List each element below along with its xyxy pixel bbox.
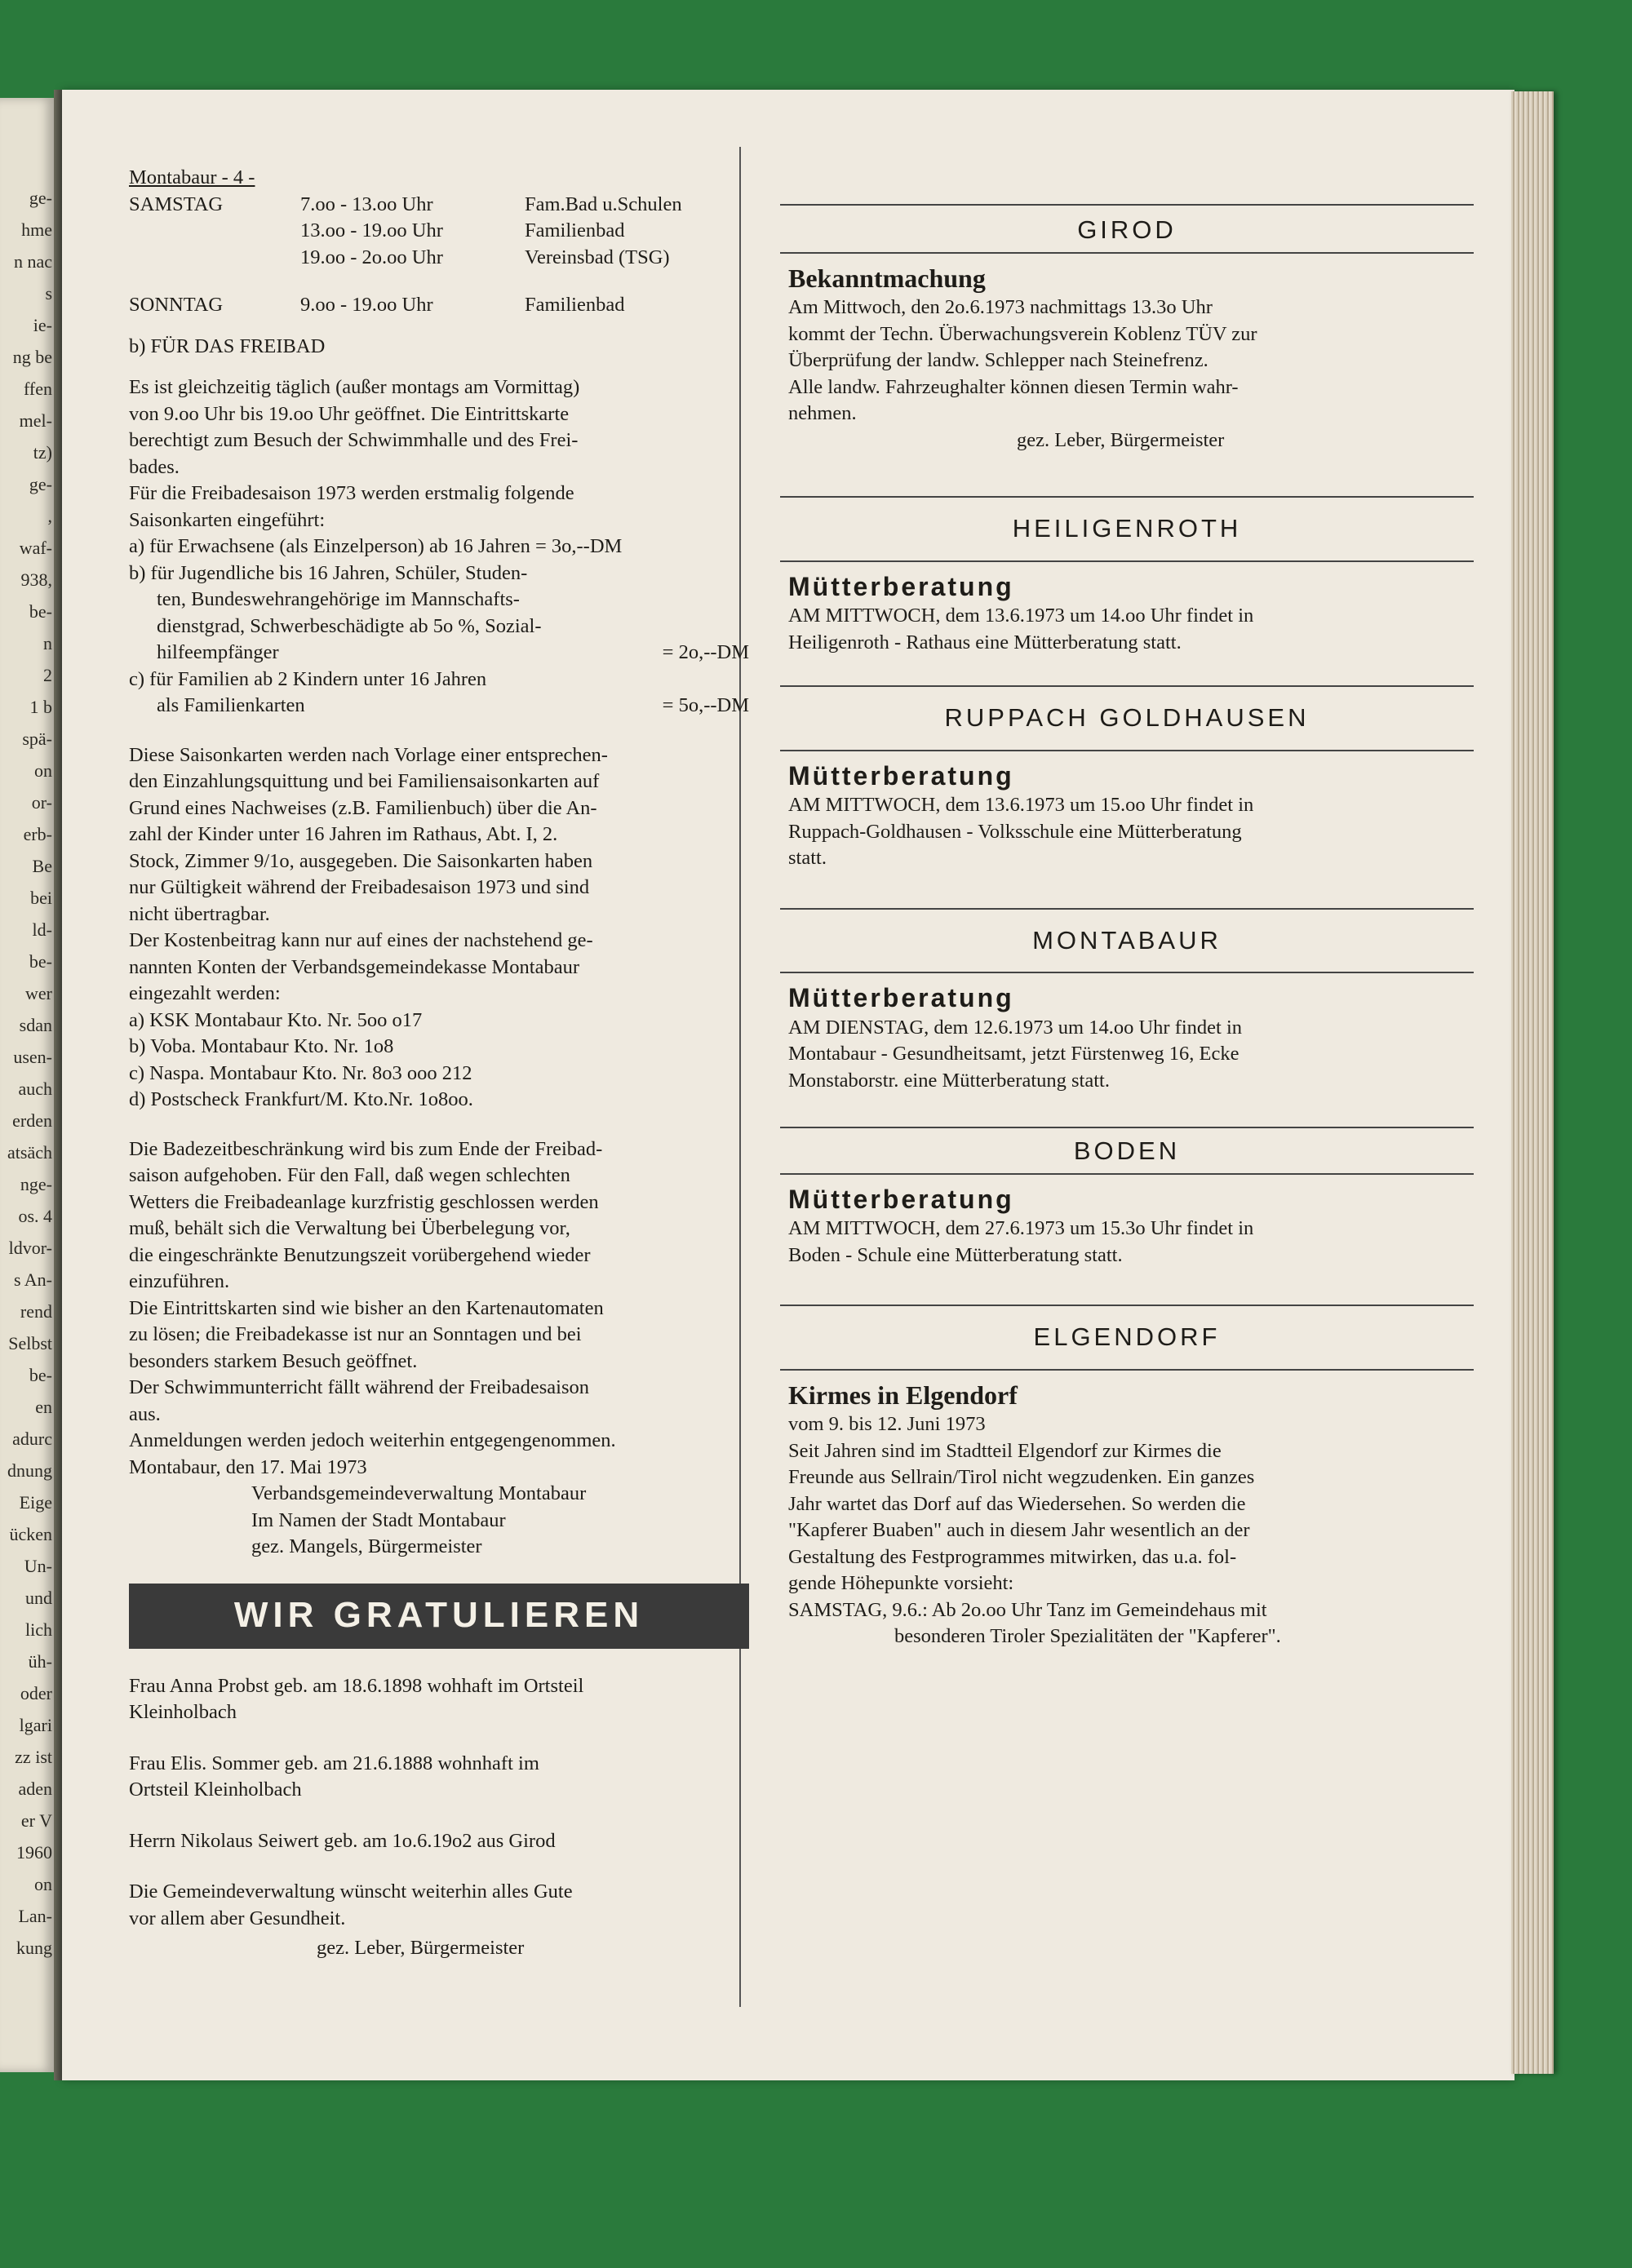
prev-page-fragment: erden — [12, 1110, 52, 1131]
body-line: nannten Konten der Verbandsgemeindekasse Montabaur — [129, 955, 579, 978]
prev-page-fragment: ldvor- — [8, 1238, 52, 1258]
heiligenroth-text — [780, 603, 1474, 656]
prev-page-fragment: ld- — [32, 919, 52, 940]
body-line: Der Schwimmunterricht fällt während der Freibadesaison — [129, 1376, 590, 1398]
body-line: Grund eines Nachweises (z.B. Familienbuch) über die An- — [129, 796, 597, 819]
body-line: Wetters die Freibadeanlage kurzfristig geschlossen werden — [129, 1190, 599, 1213]
notice-line: AM MITTWOCH, dem 13.6.1973 um 14.oo Uhr findet in — [788, 605, 1254, 627]
gratulation-line: Herrn Nikolaus Seiwert geb. am 1o.6.19o2 aus Girod — [129, 1829, 556, 1852]
girod-text — [780, 295, 1474, 427]
ruppach-subtitle: Mütterberatung — [788, 760, 1014, 791]
section-title-ruppach: RUPPACH GOLDHAUSEN — [944, 703, 1310, 732]
gratulation-line: Ortsteil Kleinholbach — [129, 1779, 302, 1801]
elgendorf-subtitle: Kirmes in Elgendorf — [788, 1380, 1018, 1410]
intro-line: Saisonkarten eingeführt: — [129, 508, 326, 531]
prev-page-fragment: ücken — [9, 1524, 52, 1544]
notice-line: Heiligenroth - Rathaus eine Mütterberatung statt. — [788, 631, 1182, 653]
body-line: den Einzahlungsquittung und bei Familiensaisonkarten auf — [129, 770, 600, 792]
schedule-row — [129, 218, 749, 245]
prev-page-fragment: nge- — [20, 1174, 52, 1194]
gratulate-signature: gez. Leber, Bürgermeister — [317, 1937, 525, 1959]
prev-page-fragment: 1960 — [16, 1842, 52, 1863]
ruppach-text — [780, 792, 1474, 872]
notice-line: gende Höhepunkte vorsieht: — [788, 1572, 1014, 1594]
prev-page-fragment: oder — [20, 1683, 52, 1703]
schedule-day: SAMSTAG — [129, 193, 224, 215]
prev-page-fragment: wer — [25, 983, 52, 1003]
prev-page-fragment: Be — [32, 856, 52, 876]
price-family-line: c) für Familien ab 2 Kindern unter 16 Jahren — [129, 667, 487, 690]
montabaur-text — [780, 1015, 1474, 1095]
notice-line: vom 9. bis 12. Juni 1973 — [788, 1413, 986, 1435]
signature-line: Im Namen der Stadt Montabaur — [251, 1508, 506, 1531]
prev-page-fragment: auch — [18, 1079, 52, 1099]
right-column — [780, 171, 1474, 1650]
prev-page-fragment: üh- — [28, 1651, 52, 1672]
body-line: eingezahlt werden: — [129, 982, 281, 1004]
body-line: b) Voba. Montabaur Kto. Nr. 1o8 — [129, 1035, 394, 1057]
prev-page-fragment: tz) — [33, 442, 52, 463]
body-line: d) Postscheck Frankfurt/M. Kto.Nr. 1o8oo. — [129, 1088, 473, 1110]
price-youth — [129, 560, 749, 640]
girod-subtitle: Bekanntmachung — [788, 263, 986, 293]
price-youth-last: hilfeempfänger — [157, 641, 279, 663]
prev-page-fragment: ge- — [29, 474, 52, 494]
freibad-heading: b) FÜR DAS FREIBAD — [129, 334, 326, 357]
notice-line: Montabaur - Gesundheitsamt, jetzt Fürstenweg 16, Ecke — [788, 1043, 1240, 1065]
notice-line: Ruppach-Goldhausen - Volksschule eine Mütterberatung — [788, 820, 1242, 843]
prev-page-fragment: 2 — [43, 665, 52, 685]
price-adult: a) für Erwachsene (als Einzelperson) ab 16 Jahren = 3o,--DM — [129, 535, 623, 557]
page-header: Montabaur - 4 - — [129, 166, 255, 188]
prev-page-fragment: 1 b — [29, 697, 52, 717]
gratulation-entry — [129, 1879, 749, 1932]
notice-line: Monstaborstr. eine Mütterberatung statt. — [788, 1069, 1110, 1092]
notice-line: AM MITTWOCH, dem 13.6.1973 um 15.oo Uhr findet in — [788, 794, 1254, 816]
notice-line: "Kapferer Buaben" auch in diesem Jahr wesentlich an der — [788, 1519, 1250, 1541]
gratulation-line: Kleinholbach — [129, 1701, 237, 1723]
section-title-montabaur: MONTABAUR — [1032, 925, 1222, 955]
body-line: zu lösen; die Freibadekasse ist nur an Sonntagen und bei — [129, 1323, 582, 1345]
prev-page-fragment: on — [34, 1874, 52, 1894]
section-title-elgendorf: ELGENDORF — [1033, 1322, 1221, 1351]
gratulation-line: Die Gemeindeverwaltung wünscht weiterhin alles Gute — [129, 1880, 573, 1903]
page-stack-edge — [1511, 91, 1554, 2074]
notice-line: AM DIENSTAG, dem 12.6.1973 um 14.oo Uhr findet in — [788, 1016, 1243, 1039]
signature-line: Verbandsgemeindeverwaltung Montabaur — [251, 1482, 587, 1504]
prev-page-fragment: Eige — [19, 1492, 52, 1513]
notice-line: Gestaltung des Festprogrammes mitwirken, das u.a. fol- — [788, 1545, 1237, 1568]
body-line: Anmeldungen werden jedoch weiterhin entgegengenommen. — [129, 1429, 616, 1451]
notice-line: Überprüfung der landw. Schlepper nach Steinefrenz. — [788, 349, 1208, 371]
body-line: besonders starkem Besuch geöffnet. — [129, 1349, 418, 1372]
prev-page-fragment: bei — [30, 888, 52, 908]
intro-line: Für die Freibadesaison 1973 werden erstmalig folgende — [129, 482, 574, 504]
prev-page-fragment: waf- — [19, 538, 52, 558]
body-line: nicht übertragbar. — [129, 902, 270, 925]
section-title-girod: GIROD — [1077, 215, 1177, 244]
section-title-heiligenroth: HEILIGENROTH — [1012, 514, 1242, 543]
notice-line: AM MITTWOCH, dem 27.6.1973 um 15.3o Uhr findet in — [788, 1217, 1254, 1239]
badezeit-text — [129, 1136, 749, 1482]
intro-line: von 9.oo Uhr bis 19.oo Uhr geöffnet. Die Eintrittskarte — [129, 402, 570, 425]
left-column — [129, 165, 749, 1962]
gratulate-banner: WIR GRATULIEREN — [129, 1584, 749, 1649]
notice-line: Boden - Schule eine Mütterberatung statt. — [788, 1243, 1123, 1266]
notice-line: statt. — [788, 847, 827, 869]
prev-page-fragment: lgari — [19, 1715, 52, 1735]
body-line: muß, behält sich die Verwaltung bei Überbelegung vor, — [129, 1217, 570, 1239]
price-youth-line: ten, Bundeswehrangehörige im Mannschafts- — [157, 588, 520, 610]
schedule-time: 7.oo - 13.oo Uhr — [300, 193, 433, 215]
price-youth-line: b) für Jugendliche bis 16 Jahren, Schüler, Studen- — [129, 561, 528, 584]
body-line: Stock, Zimmer 9/1o, ausgegeben. Die Saisonkarten haben — [129, 849, 593, 872]
prev-page-fragment: hme — [21, 219, 52, 240]
intro-line: bades. — [129, 455, 180, 478]
heiligenroth-subtitle: Mütterberatung — [788, 571, 1014, 601]
prev-page-fragment: ie- — [33, 315, 52, 335]
prev-page-fragment: spä- — [22, 729, 52, 749]
prev-page-fragment: aden — [18, 1779, 52, 1799]
prev-page-fragment: os. 4 — [18, 1206, 52, 1226]
prev-page-fragment: usen- — [13, 1047, 52, 1067]
prev-page-fragment: s An- — [13, 1269, 52, 1290]
body-line: nur Gültigkeit während der Freibadesaison 1973 und sind — [129, 876, 590, 898]
body-line: saison aufgehoben. Für den Fall, daß wegen schlechten — [129, 1164, 570, 1186]
prev-page-fragment: Lan- — [18, 1906, 52, 1926]
body-line: Der Kostenbeitrag kann nur auf eines der nachstehend ge- — [129, 929, 593, 951]
body-line: zahl der Kinder unter 16 Jahren im Rathaus, Abt. I, 2. — [129, 823, 558, 845]
schedule-row — [129, 292, 749, 319]
montabaur-subtitle: Mütterberatung — [788, 983, 1014, 1012]
schedule-day — [129, 245, 300, 272]
gratulation-entry — [129, 1673, 749, 1726]
prev-page-fragment: en — [35, 1397, 52, 1417]
schedule-row — [129, 192, 749, 219]
girod-signature: gez. Leber, Bürgermeister — [1017, 428, 1225, 451]
prev-page-fragment: ng be — [12, 347, 52, 367]
schedule-place: Familienbad — [525, 219, 625, 241]
prev-page-fragment: und — [25, 1588, 52, 1608]
body-line: Die Eintrittskarten sind wie bisher an den Kartenautomaten — [129, 1296, 604, 1319]
previous-page-strip — [0, 98, 55, 2072]
body-line: c) Naspa. Montabaur Kto. Nr. 8o3 ooo 212 — [129, 1061, 472, 1084]
price-family-value: = 5o,--DM — [662, 694, 749, 716]
prev-page-fragment: , — [47, 506, 52, 526]
prev-page-fragment: on — [34, 760, 52, 781]
signature-line: gez. Mangels, Bürgermeister — [251, 1535, 482, 1557]
prev-page-fragment: zz ist — [15, 1747, 52, 1767]
notice-line: Seit Jahren sind im Stadtteil Elgendorf zur Kirmes die — [788, 1439, 1222, 1462]
prev-page-fragment: 938, — [20, 569, 52, 590]
section-title-boden: BODEN — [1073, 1136, 1181, 1165]
document-page — [62, 90, 1514, 2080]
prev-page-fragment: erb- — [23, 824, 52, 844]
schedule-time: 9.oo - 19.oo Uhr — [300, 294, 433, 316]
notice-line: Am Mittwoch, den 2o.6.1973 nachmittags 13.3o Uhr — [788, 296, 1213, 318]
schedule-place: Fam.Bad u.Schulen — [525, 193, 682, 215]
prev-page-fragment: Selbst — [8, 1333, 52, 1353]
prev-page-fragment: lich — [25, 1619, 52, 1640]
price-family-last: als Familienkarten — [157, 694, 305, 716]
prev-page-fragment: er V — [20, 1810, 52, 1831]
body-line: Diese Saisonkarten werden nach Vorlage einer entsprechen- — [129, 743, 608, 766]
elgendorf-last-line: besonderen Tiroler Spezialitäten der "Kapferer". — [894, 1625, 1281, 1647]
gratulations-list — [129, 1673, 749, 1933]
prev-page-fragment: atsäch — [7, 1142, 52, 1163]
notice-line: nehmen. — [788, 402, 857, 424]
notice-line: kommt der Techn. Überwachungsverein Koblenz TÜV zur — [788, 322, 1257, 345]
prev-page-fragment: n nac — [13, 251, 52, 272]
gratulation-line: vor allem aber Gesundheit. — [129, 1907, 346, 1929]
notice-line: SAMSTAG, 9.6.: Ab 2o.oo Uhr Tanz im Gemeindehaus mit — [788, 1598, 1267, 1621]
prev-page-fragment: be- — [29, 951, 52, 972]
body-line: die eingeschränkte Benutzungszeit vorübergehend wieder — [129, 1243, 591, 1266]
schedule-day — [129, 218, 300, 245]
body-line: Montabaur, den 17. Mai 1973 — [129, 1455, 367, 1478]
body-line: einzuführen. — [129, 1270, 230, 1292]
prev-page-fragment: rend — [20, 1301, 52, 1322]
body-line: aus. — [129, 1402, 161, 1425]
freibad-intro — [129, 374, 749, 534]
verwaltung-signature — [129, 1481, 749, 1561]
gratulation-entry — [129, 1751, 749, 1804]
schedule-row — [129, 245, 749, 272]
schedule-place: Vereinsbad (TSG) — [525, 246, 670, 268]
boden-subtitle: Mütterberatung — [788, 1184, 1014, 1214]
schedule-day: SONNTAG — [129, 294, 224, 316]
prev-page-fragment: or- — [31, 792, 52, 813]
gratulation-line: Frau Elis. Sommer geb. am 21.6.1888 wohnhaft im — [129, 1752, 539, 1774]
prev-page-fragment: be- — [29, 1365, 52, 1385]
price-list — [129, 534, 749, 720]
notice-line: Freunde aus Sellrain/Tirol nicht wegzudenken. Ein ganzes — [788, 1466, 1255, 1488]
prev-page-fragment: s — [45, 283, 52, 303]
notice-line: Jahr wartet das Dorf auf das Wiedersehen. So werden die — [788, 1492, 1246, 1515]
schedule-time: 19.oo - 2o.oo Uhr — [300, 246, 443, 268]
prev-page-fragment: mel- — [19, 410, 52, 431]
saisonkarten-text — [129, 742, 749, 1114]
body-line: a) KSK Montabaur Kto. Nr. 5oo o17 — [129, 1008, 423, 1031]
prev-page-fragment: kung — [16, 1938, 52, 1958]
gratulation-line: Frau Anna Probst geb. am 18.6.1898 wohhaft im Ortsteil — [129, 1674, 584, 1697]
prev-page-fragment: adurc — [12, 1429, 52, 1449]
schedule-time: 13.oo - 19.oo Uhr — [300, 219, 443, 241]
boden-text — [780, 1216, 1474, 1269]
gratulation-entry — [129, 1828, 749, 1855]
notice-line: Alle landw. Fahrzeughalter können diesen Termin wahr- — [788, 375, 1239, 398]
prev-page-fragment: ffen — [23, 379, 52, 399]
intro-line: Es ist gleichzeitig täglich (außer montags am Vormittag) — [129, 376, 580, 398]
price-youth-line: dienstgrad, Schwerbeschädigte ab 5o %, Sozial- — [157, 614, 542, 637]
prev-page-fragment: ge- — [29, 188, 52, 208]
bath-schedule — [129, 192, 749, 319]
prev-page-fragment: Un- — [24, 1556, 52, 1576]
price-youth-value: = 2o,--DM — [662, 641, 749, 663]
schedule-place: Familienbad — [525, 294, 625, 316]
prev-page-fragment: sdan — [19, 1015, 52, 1035]
elgendorf-text — [780, 1411, 1474, 1623]
prev-page-fragment: n — [43, 633, 52, 653]
body-line: Die Badezeitbeschränkung wird bis zum Ende der Freibad- — [129, 1137, 603, 1160]
intro-line: berechtigt zum Besuch der Schwimmhalle und des Frei- — [129, 429, 579, 451]
prev-page-fragment: dnung — [7, 1460, 52, 1481]
prev-page-fragment: be- — [29, 601, 52, 622]
